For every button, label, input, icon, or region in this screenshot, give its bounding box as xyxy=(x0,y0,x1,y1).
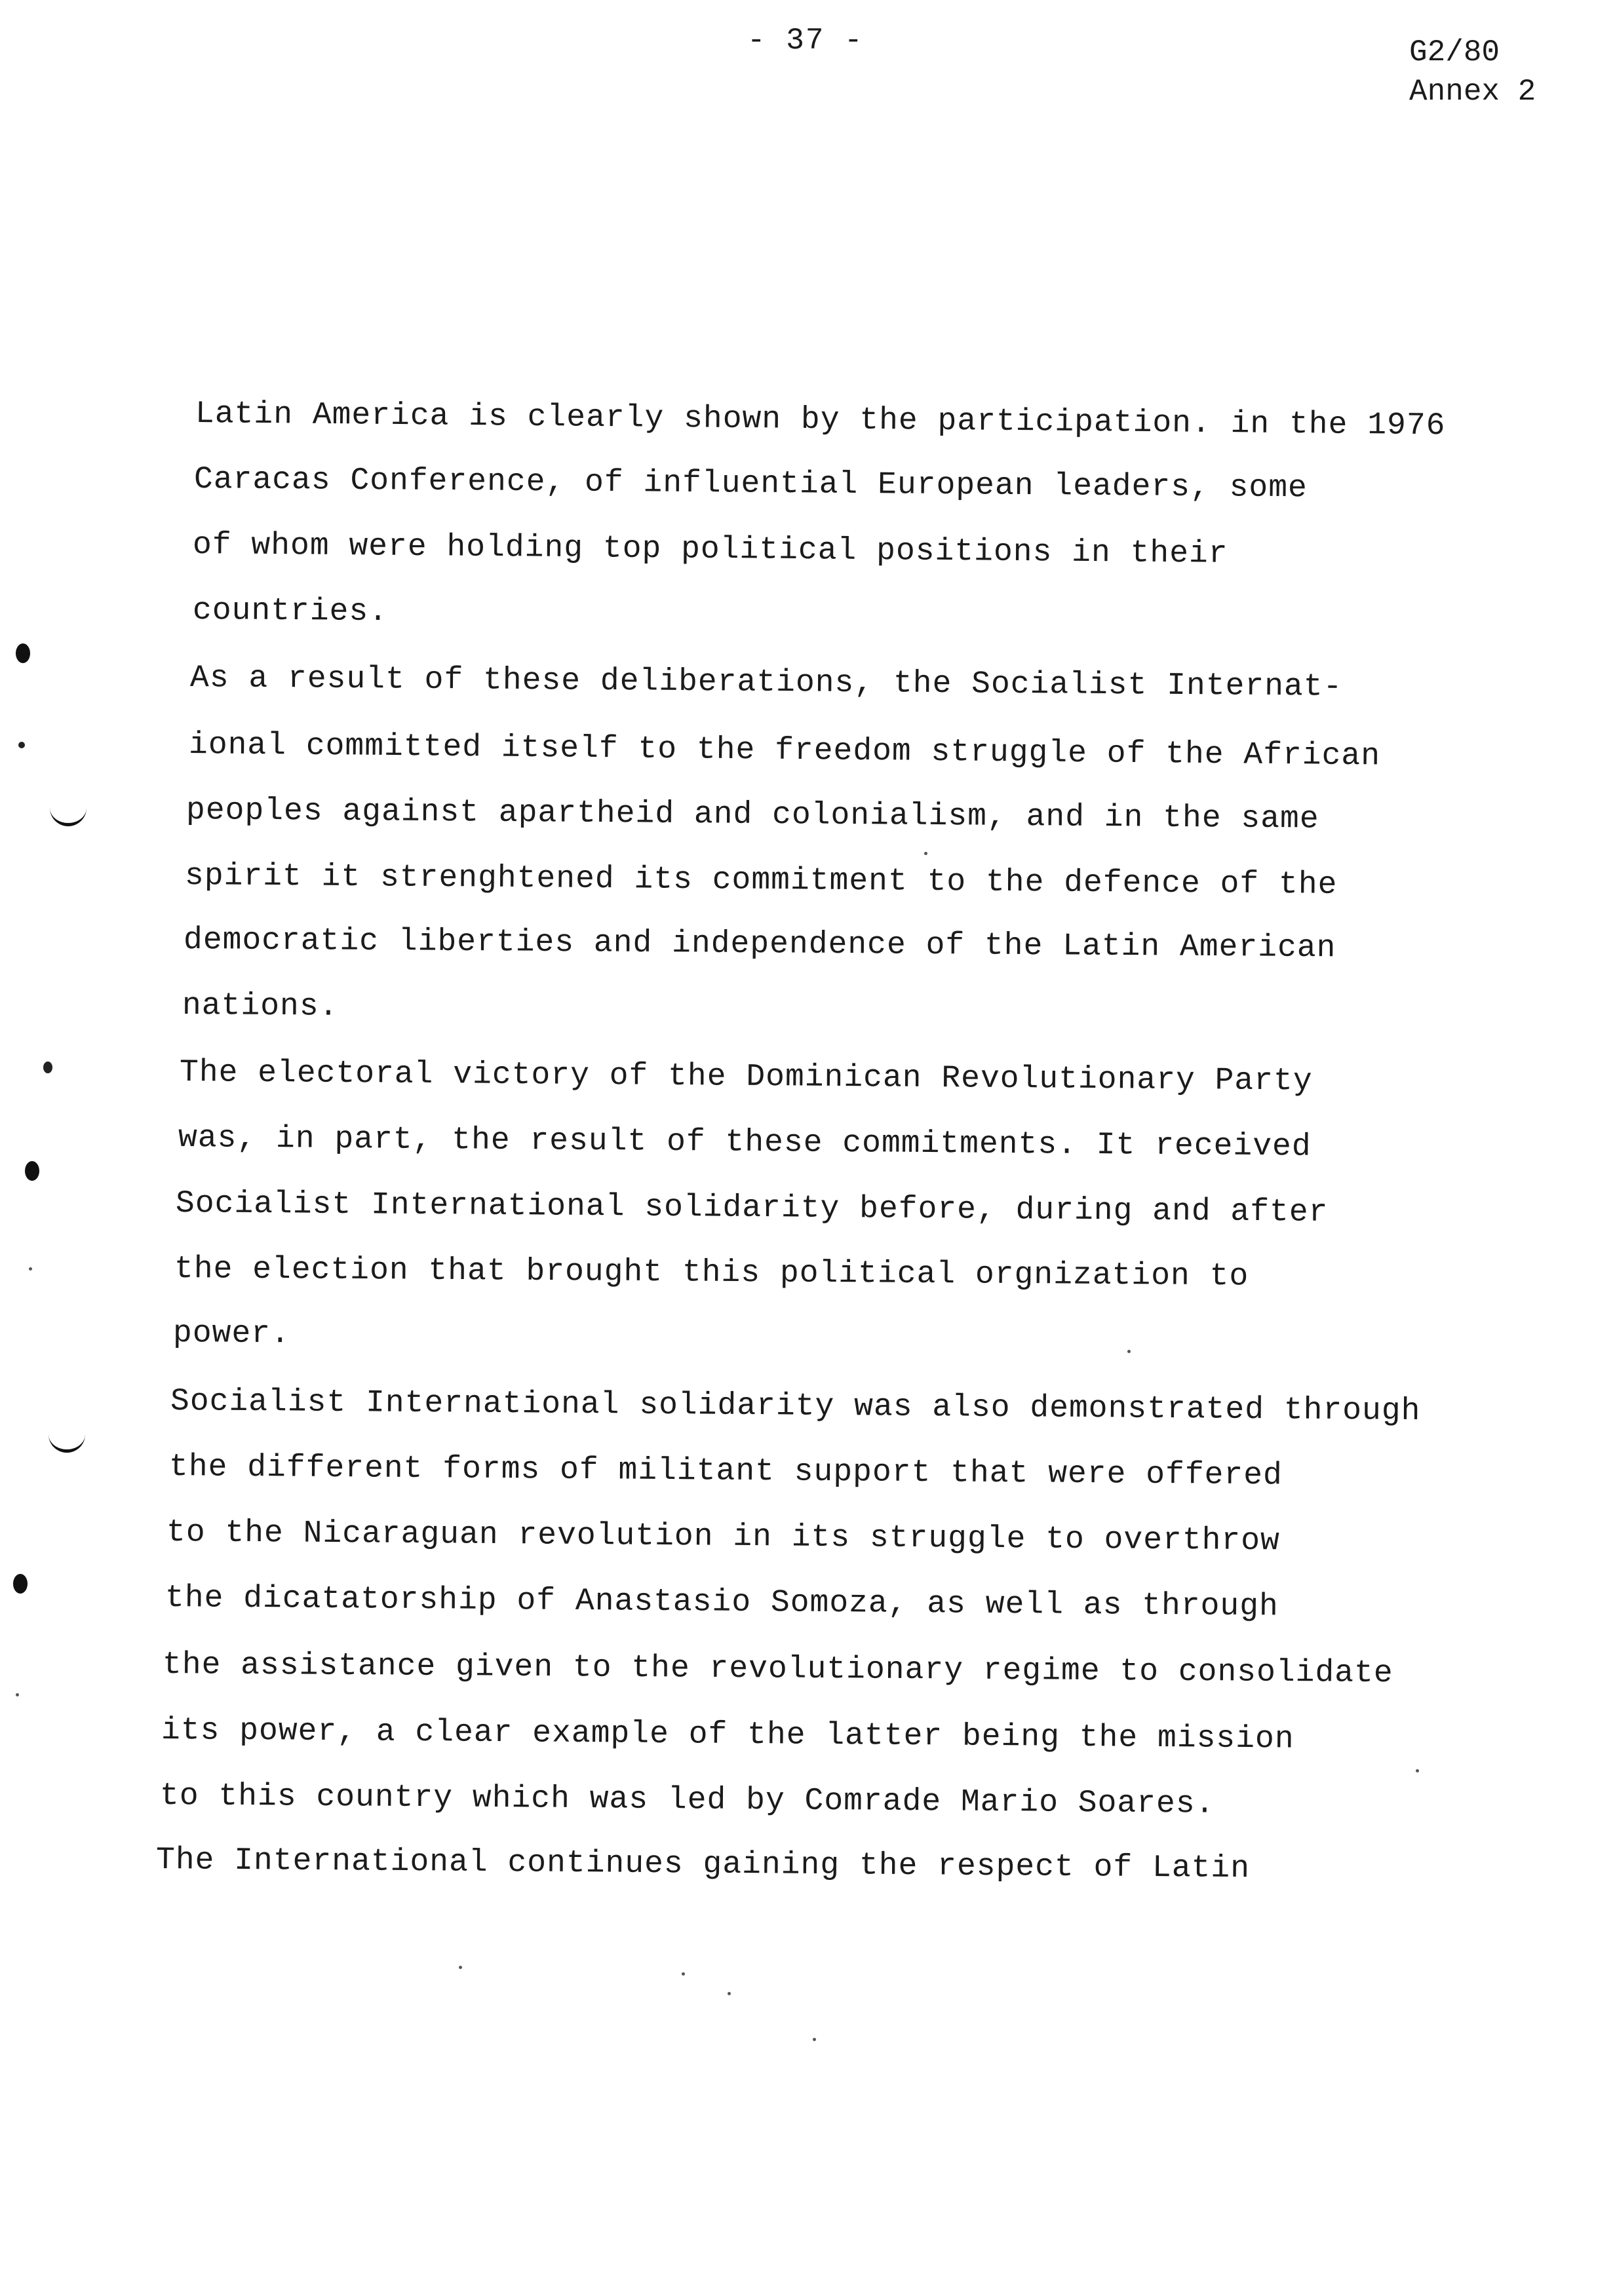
paper-speck xyxy=(682,1972,685,1976)
body-line: Caracas Conference, of influential European leaders, some xyxy=(193,462,1308,507)
body-line: was, in part, the result of these commitments. It received xyxy=(178,1120,1312,1165)
binding-hole-mark xyxy=(49,1431,85,1453)
body-line: the dicatatorship of Anastasio Somoza, as well as through xyxy=(165,1580,1279,1625)
paper-speck xyxy=(1416,1769,1419,1772)
paper-speck xyxy=(813,2038,816,2041)
body-line: the election that brought this political orgnization to xyxy=(174,1252,1249,1295)
body-line: The International continues gaining the respect of Latin xyxy=(155,1843,1251,1887)
binding-hole-mark xyxy=(18,742,25,748)
body-line: power. xyxy=(172,1316,291,1352)
paper-speck xyxy=(924,852,927,855)
binding-hole-mark xyxy=(13,1574,28,1594)
annex-label: Annex 2 xyxy=(1409,75,1536,109)
binding-hole-mark xyxy=(25,1161,39,1181)
binding-hole-mark xyxy=(16,1693,19,1696)
body-line: its power, a clear example of the latter being the mission xyxy=(161,1713,1294,1757)
binding-hole-mark xyxy=(29,1267,32,1271)
body-line: of whom were holding top political positions in their xyxy=(192,527,1228,572)
document-reference xyxy=(1409,33,1536,111)
body-line: The electoral victory of the Dominican Revolutionary Party xyxy=(179,1055,1313,1100)
paper-speck xyxy=(1127,1350,1131,1353)
body-line: Socialist International solidarity before, during and after xyxy=(175,1186,1329,1231)
body-line: spirit it strenghtened its commitment to the defence of the xyxy=(184,858,1338,903)
body-line: democratic liberties and independence of the Latin American xyxy=(183,923,1336,966)
paper-speck xyxy=(728,1992,731,1995)
paper-speck xyxy=(459,1966,462,1969)
binding-hole-mark xyxy=(43,1062,52,1073)
body-line: the different forms of militant support that were offered xyxy=(168,1449,1283,1494)
body-line: As a result of these deliberations, the Socialist Internat- xyxy=(189,660,1343,705)
body-line: Socialist International solidarity was also demonstrated through xyxy=(170,1384,1421,1429)
body-line: the assistance given to the revolutionary regime to consolidate xyxy=(162,1647,1393,1692)
binding-hole-mark xyxy=(50,805,87,826)
reference-code: G2/80 xyxy=(1409,35,1500,69)
binding-hole-mark xyxy=(16,643,30,663)
page-number: - 37 - xyxy=(747,24,864,58)
body-line: countries. xyxy=(192,593,389,630)
body-line: ional committed itself to the freedom struggle of the African xyxy=(188,727,1381,775)
body-line: to the Nicaraguan revolution in its struggle to overthrow xyxy=(166,1515,1281,1559)
body-line: to this country which was led by Comrade Mario Soares. xyxy=(159,1778,1215,1822)
body-line: Latin America is clearly shown by the participation. in the 1976 xyxy=(195,396,1446,444)
body-line: nations. xyxy=(182,988,339,1025)
body-line: peoples against apartheid and colonialism, and in the same xyxy=(185,793,1319,837)
